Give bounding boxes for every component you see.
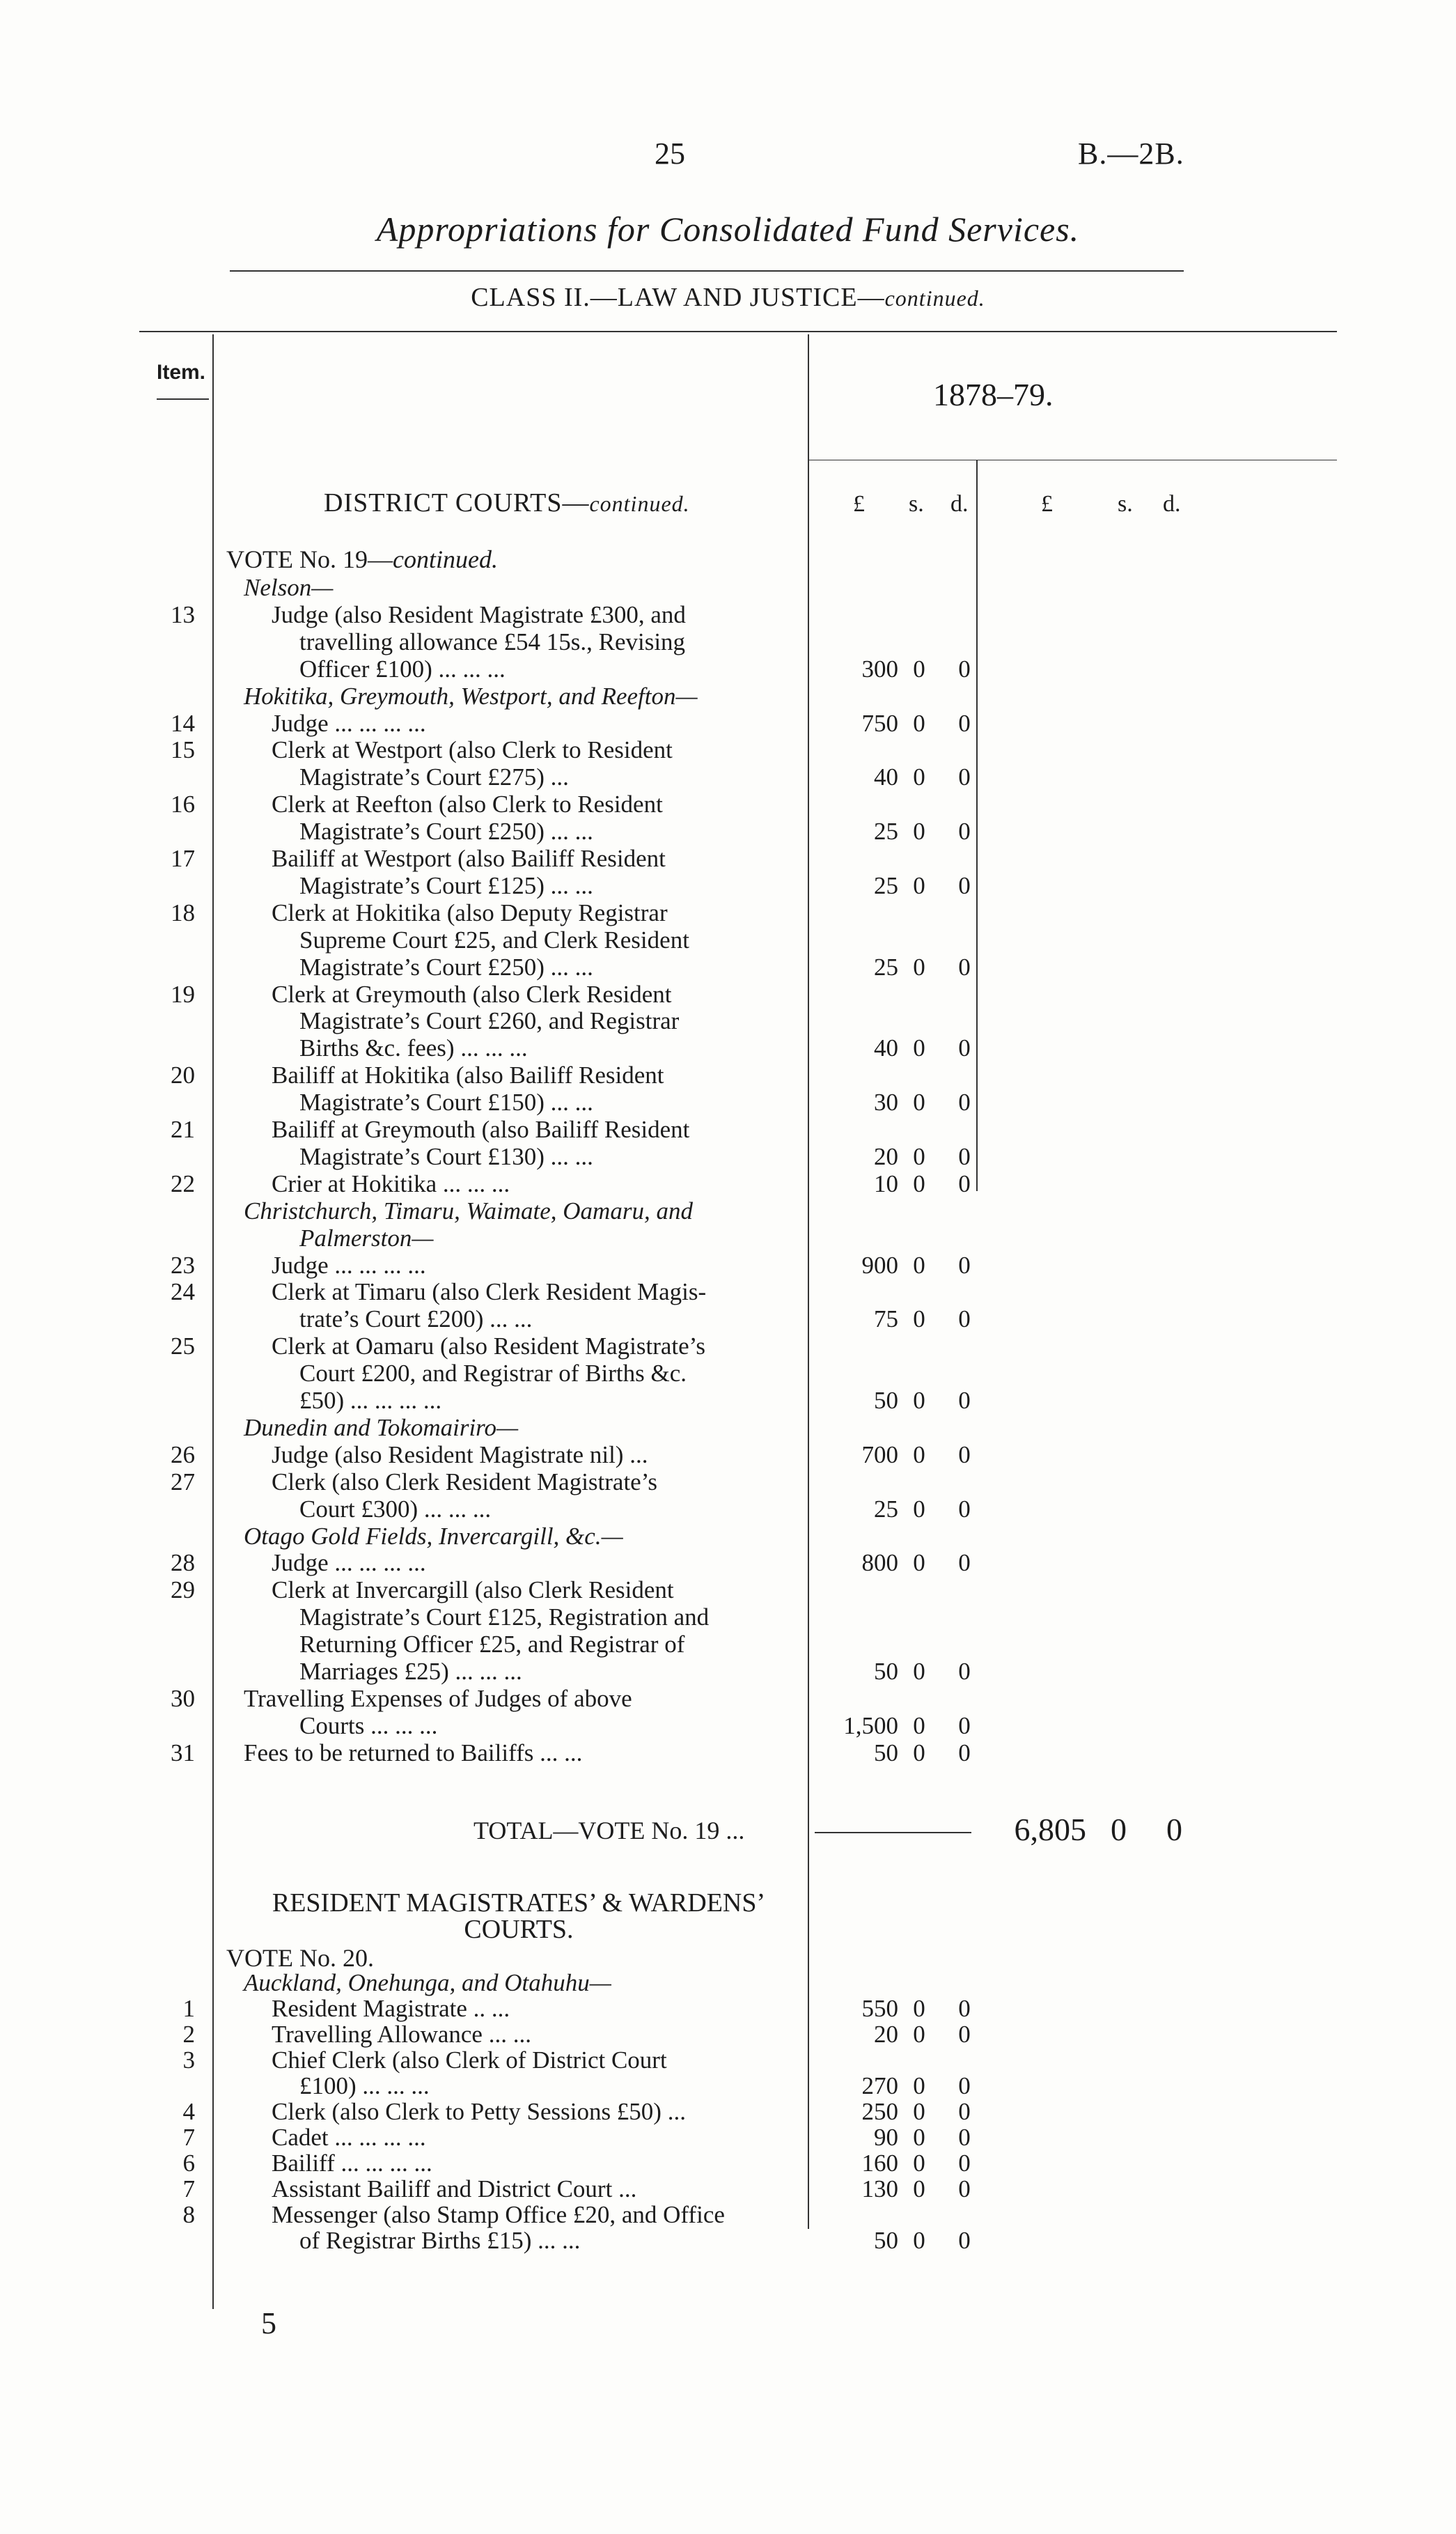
amount-pounds: 550: [861, 1995, 898, 2022]
table-row: [0, 791, 1456, 818]
item-description: Marriages £25) ... ... ...: [299, 1658, 522, 1685]
item-description: Cadet ... ... ... ...: [272, 2124, 426, 2151]
amount-pounds: 40: [874, 1034, 898, 1062]
vote-19-label-suffix: continued.: [392, 545, 498, 573]
title-rule: [230, 270, 1184, 272]
item-description: Nelson—: [244, 574, 334, 601]
table-row: [0, 1496, 1456, 1523]
table-row: [0, 2150, 1456, 2177]
table-row: [0, 1658, 1456, 1685]
amount-pence: 0: [958, 2150, 971, 2177]
table-row: [0, 1577, 1456, 1603]
amount-pence: 0: [958, 818, 971, 846]
table-row: [0, 1442, 1456, 1468]
amount-pence: 0: [958, 2227, 971, 2254]
item-column-header: Item.: [157, 361, 206, 384]
item-description: Crier at Hokitika ... ... ...: [272, 1169, 510, 1197]
item-description: Judge ... ... ... ...: [272, 709, 426, 737]
class-heading-suffix: continued.: [884, 286, 985, 311]
amount-pence: 0: [958, 655, 971, 683]
amount-shillings: 0: [913, 1658, 925, 1685]
table-row: [0, 1117, 1456, 1143]
amount-pounds: 50: [874, 1387, 898, 1414]
item-description: Magistrate’s Court £125) ... ...: [299, 871, 593, 899]
item-description: Auckland, Onehunga, and Otahuhu—: [244, 1969, 611, 1996]
year-column-header: 1878–79.: [933, 377, 1054, 412]
table-row: [0, 1306, 1456, 1332]
item-description: Magistrate’s Court £250) ... ...: [299, 953, 593, 981]
table-row: [0, 2124, 1456, 2151]
amount-shillings: 0: [913, 953, 925, 981]
item-number: 13: [171, 600, 195, 628]
item-number: 28: [171, 1549, 195, 1577]
item-number: 26: [171, 1440, 195, 1468]
amount-shillings: 0: [913, 2227, 925, 2254]
table-row: [0, 683, 1456, 710]
table-row: [0, 954, 1456, 981]
item-description: Magistrate’s Court £125, Registration and: [299, 1603, 710, 1631]
item-number: 24: [171, 1278, 195, 1306]
amount-shillings: 0: [913, 1387, 925, 1414]
item-description: Supreme Court £25, and Clerk Resident: [299, 926, 689, 954]
amount-pence: 0: [958, 1658, 971, 1685]
amount-shillings: 0: [913, 2150, 925, 2177]
amount-pence: 0: [958, 1440, 971, 1468]
pounds-header-total: £: [1041, 491, 1053, 517]
amount-pounds: 10: [874, 1169, 898, 1197]
item-description: Travelling Expenses of Judges of above: [244, 1684, 632, 1712]
amount-pounds: 50: [874, 1658, 898, 1685]
amount-pounds: 25: [874, 1495, 898, 1523]
amount-pence: 0: [958, 953, 971, 981]
item-description: Clerk at Reefton (also Clerk to Resident: [272, 791, 663, 818]
item-description: Officer £100) ... ... ...: [299, 655, 506, 683]
amount-pence: 0: [958, 1142, 971, 1170]
shillings-header-total: s.: [1118, 491, 1133, 517]
amount-pence: 0: [958, 1089, 971, 1117]
pounds-header: £: [853, 491, 865, 517]
amount-pounds: 20: [874, 2021, 898, 2048]
item-number: 8: [182, 2201, 195, 2228]
item-number: 7: [182, 2124, 195, 2151]
amount-pounds: 25: [874, 871, 898, 899]
amount-pounds: 270: [861, 2072, 898, 2099]
item-description: of Registrar Births £15) ... ...: [299, 2227, 581, 2254]
amount-shillings: 0: [913, 2124, 925, 2151]
item-description: Bailiff at Greymouth (also Bailiff Resident: [272, 1116, 690, 1143]
item-number: 18: [171, 899, 195, 926]
table-row: [0, 1035, 1456, 1062]
table-row: [0, 737, 1456, 763]
item-number: 23: [171, 1251, 195, 1279]
item-description: Clerk at Hokitika (also Deputy Registrar: [272, 899, 668, 926]
amount-shillings: 0: [913, 2175, 925, 2202]
amount-pounds: 700: [861, 1440, 898, 1468]
amount-pence: 0: [958, 709, 971, 737]
table-row: [0, 1970, 1456, 1996]
table-row: [0, 1550, 1456, 1576]
item-description: Judge (also Resident Magistrate nil) ...: [272, 1440, 648, 1468]
item-description: Assistant Bailiff and District Court ...: [272, 2175, 637, 2202]
district-courts-heading-suffix: continued.: [589, 491, 690, 516]
table-row: [0, 873, 1456, 899]
amount-pence: 0: [958, 1995, 971, 2022]
item-number: 3: [182, 2046, 195, 2074]
vote-19-total-pounds: 6,805: [1014, 1812, 1086, 1847]
item-description: Clerk at Greymouth (also Clerk Resident: [272, 980, 672, 1008]
item-description: Magistrate’s Court £260, and Registrar: [299, 1007, 680, 1035]
vote-19-total-shillings: 0: [1111, 1812, 1127, 1847]
amount-pounds: 25: [874, 818, 898, 846]
table-row: [0, 2021, 1456, 2048]
item-description: Returning Officer £25, and Registrar of: [299, 1631, 685, 1658]
table-row: [0, 1686, 1456, 1712]
amount-shillings: 0: [913, 1305, 925, 1333]
table-row: [0, 1604, 1456, 1631]
item-head-underline: [157, 398, 209, 400]
amount-pounds: 250: [861, 2098, 898, 2125]
item-number: 20: [171, 1062, 195, 1089]
item-description: Messenger (also Stamp Office £20, and Office: [272, 2201, 725, 2228]
pence-header-total: d.: [1163, 491, 1181, 517]
table-row: [0, 1198, 1456, 1225]
item-description: Bailiff ... ... ... ...: [272, 2150, 432, 2177]
table-row: [0, 2202, 1456, 2228]
section-heading-courts: COURTS.: [464, 1915, 574, 1944]
item-number: 4: [182, 2098, 195, 2125]
table-row: [0, 846, 1456, 872]
table-row: [0, 2099, 1456, 2125]
amount-pounds: 75: [874, 1305, 898, 1333]
amount-shillings: 0: [913, 1495, 925, 1523]
amount-pounds: 20: [874, 1142, 898, 1170]
amount-pence: 0: [958, 1251, 971, 1279]
vote-19-label-text: VOTE No. 19—: [226, 545, 393, 573]
item-description: Clerk at Oamaru (also Resident Magistrate’s: [272, 1332, 706, 1360]
amount-shillings: 0: [913, 1034, 925, 1062]
table-row: [0, 2176, 1456, 2202]
pence-header: d.: [950, 491, 969, 517]
amount-shillings: 0: [913, 1995, 925, 2022]
vote-19-total-label: TOTAL—VOTE No. 19 ...: [473, 1817, 745, 1844]
item-description: Clerk at Timaru (also Clerk Resident Magis-: [272, 1278, 707, 1306]
amount-pence: 0: [958, 2021, 971, 2048]
section-heading-district-courts: [324, 488, 690, 518]
table-row: [0, 2073, 1456, 2099]
table-row: [0, 1279, 1456, 1305]
amount-pounds: 1,500: [843, 1711, 898, 1739]
table-row: [0, 2047, 1456, 2074]
table-row: [0, 602, 1456, 628]
table-top-rule: [139, 331, 1337, 332]
item-description: £100) ... ... ...: [299, 2072, 430, 2099]
amount-pence: 0: [958, 2175, 971, 2202]
item-number: 1: [182, 1995, 195, 2022]
amount-shillings: 0: [913, 1549, 925, 1577]
item-description: Clerk (also Clerk Resident Magistrate’s: [272, 1468, 658, 1495]
table-row: [0, 1252, 1456, 1279]
item-number: 27: [171, 1468, 195, 1495]
document-reference: B.—2B.: [1078, 137, 1184, 171]
amount-shillings: 0: [913, 1711, 925, 1739]
item-description: travelling allowance £54 15s., Revising: [299, 628, 686, 655]
vote-20-label: VOTE No. 20.: [226, 1944, 374, 1972]
amount-pence: 0: [958, 763, 971, 791]
item-description: Courts ... ... ...: [299, 1711, 438, 1739]
item-number: 15: [171, 736, 195, 764]
item-number: 22: [171, 1169, 195, 1197]
item-number: 7: [182, 2175, 195, 2202]
item-description: Bailiff at Hokitika (also Bailiff Resident: [272, 1062, 664, 1089]
item-description: Chief Clerk (also Clerk of District Court: [272, 2046, 667, 2074]
table-row: [0, 1469, 1456, 1495]
vote-19-label: [226, 545, 498, 574]
item-description: Births &c. fees) ... ... ...: [299, 1034, 528, 1062]
page-number: 25: [655, 137, 685, 171]
table-row: [0, 1713, 1456, 1739]
page-title: Appropriations for Consolidated Fund Services.: [376, 210, 1080, 249]
amount-pence: 0: [958, 1169, 971, 1197]
amount-pence: 0: [958, 2098, 971, 2125]
item-number: 25: [171, 1332, 195, 1360]
amount-shillings: 0: [913, 1169, 925, 1197]
item-description: Hokitika, Greymouth, Westport, and Reefton—: [244, 682, 698, 710]
item-number: 29: [171, 1576, 195, 1604]
item-description: Clerk at Westport (also Clerk to Resident: [272, 736, 673, 764]
amount-pounds: 25: [874, 953, 898, 981]
signature-mark: 5: [261, 2306, 276, 2340]
district-courts-heading: DISTRICT COURTS—: [324, 488, 590, 518]
amount-pounds: 90: [874, 2124, 898, 2151]
item-number: 31: [171, 1739, 195, 1766]
vote-19-total-pence: 0: [1166, 1812, 1182, 1847]
table-row: [0, 1089, 1456, 1116]
item-number: 17: [171, 845, 195, 872]
amount-shillings: 0: [913, 1440, 925, 1468]
total-dash-rule: [815, 1832, 971, 1833]
item-description: Magistrate’s Court £250) ... ...: [299, 818, 593, 846]
table-row: [0, 1333, 1456, 1360]
item-description: Travelling Allowance ... ...: [272, 2021, 531, 2048]
section-heading-resident-magistrates: RESIDENT MAGISTRATES’ & WARDENS’: [272, 1888, 766, 1918]
table-row: [0, 764, 1456, 791]
item-description: Judge (also Resident Magistrate £300, and: [272, 600, 686, 628]
table-row: [0, 1740, 1456, 1766]
amount-pounds: 50: [874, 1739, 898, 1766]
amount-shillings: 0: [913, 709, 925, 737]
table-row: [0, 2228, 1456, 2254]
amount-pence: 0: [958, 1739, 971, 1766]
amount-shillings: 0: [913, 2021, 925, 2048]
item-number: 16: [171, 791, 195, 818]
table-row: [0, 1388, 1456, 1414]
amount-pence: 0: [958, 1034, 971, 1062]
table-row: [0, 1523, 1456, 1550]
amount-shillings: 0: [913, 655, 925, 683]
amount-pounds: 50: [874, 2227, 898, 2254]
amount-shillings: 0: [913, 1089, 925, 1117]
table-row: [0, 818, 1456, 845]
item-number: 19: [171, 980, 195, 1008]
item-description: Resident Magistrate .. ...: [272, 1995, 510, 2022]
amount-shillings: 0: [913, 2072, 925, 2099]
amount-shillings: 0: [913, 1739, 925, 1766]
amount-pence: 0: [958, 1549, 971, 1577]
item-description: trate’s Court £200) ... ...: [299, 1305, 533, 1333]
amount-shillings: 0: [913, 763, 925, 791]
table-row: [0, 981, 1456, 1008]
amount-pence: 0: [958, 2124, 971, 2151]
amount-pence: 0: [958, 1711, 971, 1739]
item-description: Bailiff at Westport (also Bailiff Resident: [272, 845, 666, 872]
amount-pence: 0: [958, 1495, 971, 1523]
item-number: 14: [171, 709, 195, 737]
table-row: [0, 1225, 1456, 1252]
amount-pounds: 800: [861, 1549, 898, 1577]
amount-pounds: 750: [861, 709, 898, 737]
item-description: Dunedin and Tokomairiro—: [244, 1413, 519, 1441]
table-row: [0, 1996, 1456, 2022]
amount-pence: 0: [958, 2072, 971, 2099]
table-row: [0, 1171, 1456, 1197]
amount-pounds: 300: [861, 655, 898, 683]
table-row: [0, 1631, 1456, 1658]
table-row: [0, 900, 1456, 926]
amount-shillings: 0: [913, 818, 925, 846]
item-description: Otago Gold Fields, Invercargill, &c.—: [244, 1522, 623, 1550]
amount-shillings: 0: [913, 1251, 925, 1279]
amount-pounds: 30: [874, 1089, 898, 1117]
amount-pounds: 40: [874, 763, 898, 791]
table-row: [0, 656, 1456, 683]
item-description: Magistrate’s Court £130) ... ...: [299, 1142, 593, 1170]
item-description: Judge ... ... ... ...: [272, 1549, 426, 1577]
amount-pence: 0: [958, 1305, 971, 1333]
amount-shillings: 0: [913, 2098, 925, 2125]
item-description: Court £300) ... ... ...: [299, 1495, 492, 1523]
item-description: Magistrate’s Court £150) ... ...: [299, 1089, 593, 1117]
item-description: Fees to be returned to Bailiffs ... ...: [244, 1739, 583, 1766]
amount-pounds: 160: [861, 2150, 898, 2177]
amount-shillings: 0: [913, 871, 925, 899]
table-row: [0, 927, 1456, 954]
item-description: Judge ... ... ... ...: [272, 1251, 426, 1279]
item-number: 30: [171, 1684, 195, 1712]
amount-pence: 0: [958, 871, 971, 899]
class-heading: [0, 282, 1456, 313]
item-description: Christchurch, Timaru, Waimate, Oamaru, and: [244, 1197, 693, 1225]
table-row: [0, 1415, 1456, 1441]
table-row: [0, 710, 1456, 737]
item-description: Clerk at Invercargill (also Clerk Resident: [272, 1576, 674, 1604]
item-description: Palmerston—: [299, 1224, 434, 1252]
shillings-header: s.: [909, 491, 924, 517]
amount-pounds: 900: [861, 1251, 898, 1279]
item-description: Court £200, and Registrar of Births &c.: [299, 1360, 687, 1388]
table-row: [0, 575, 1456, 601]
table-row: [0, 1008, 1456, 1034]
item-number: 21: [171, 1116, 195, 1143]
table-row: [0, 1144, 1456, 1170]
item-description: Magistrate’s Court £275) ...: [299, 763, 569, 791]
item-number: 6: [182, 2150, 195, 2177]
table-row: [0, 1360, 1456, 1387]
class-heading-text: CLASS II.—LAW AND JUSTICE—: [471, 283, 885, 312]
item-description: £50) ... ... ... ...: [299, 1387, 442, 1414]
amount-pence: 0: [958, 1387, 971, 1414]
table-row: [0, 629, 1456, 655]
amount-pounds: 130: [861, 2175, 898, 2202]
table-row: [0, 1062, 1456, 1089]
item-description: Clerk (also Clerk to Petty Sessions £50) ...: [272, 2098, 686, 2125]
amount-shillings: 0: [913, 1142, 925, 1170]
item-number: 2: [182, 2021, 195, 2048]
